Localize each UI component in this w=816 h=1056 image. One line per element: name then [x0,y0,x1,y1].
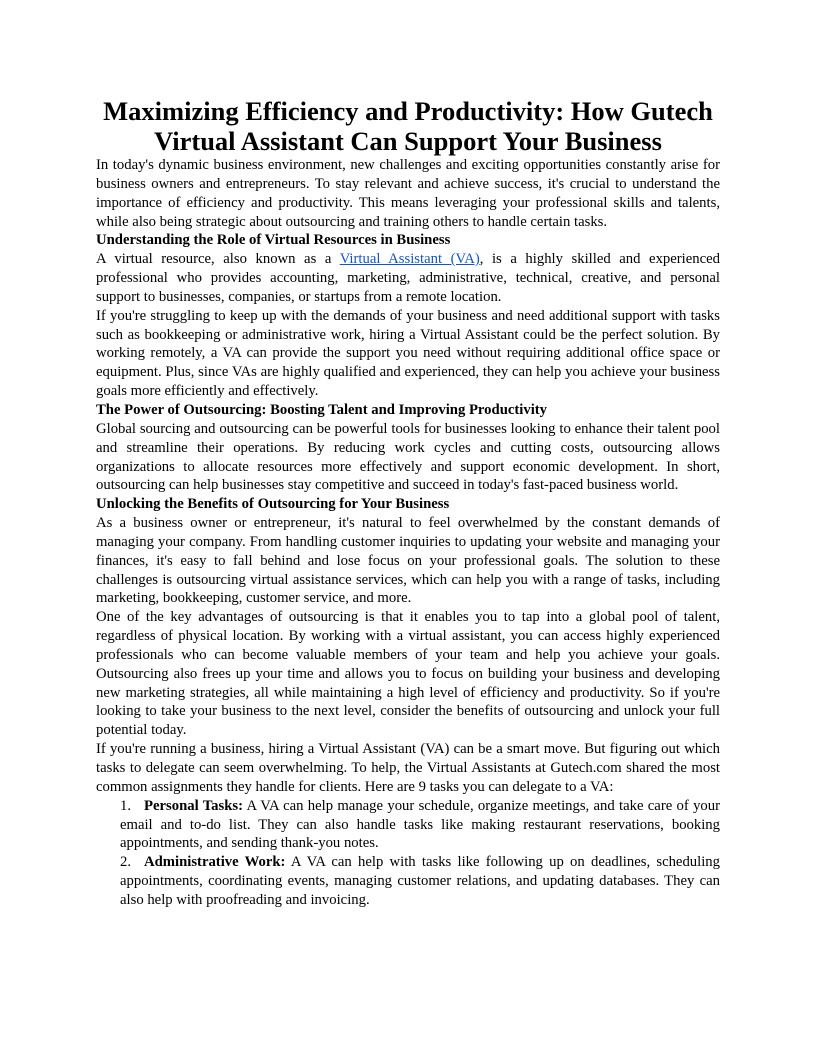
document-page [96,96,720,910]
business-owner-paragraph: As a business owner or entrepreneur, it's natural to feel overwhelmed by the constant demands of managing your company. From handling customer inquiries to updating your website and managing your finances, it's easy to fall behind and lose focus on your professional goals. The solution to these challenges is outsourcing virtual assistance services, which can help you with a range of tasks, including marketing, bookkeeping, customer service, and more. [96,515,720,607]
task-body [120,853,720,910]
global-sourcing-paragraph: Global sourcing and outsourcing can be powerful tools for businesses looking to enhance their talent pool and streamline their operations. By reducing work cycles and cutting costs, outsourcing allows organizations to allocate resources more effectively and support economic development. In short, outsourcing can help businesses stay competitive and succeed in today's fast-paced business world. [96,420,720,494]
task-body [120,797,720,854]
delegate-tasks-paragraph: If you're running a business, hiring a Virtual Assistant (VA) can be a smart move. But figuring out which tasks to delegate can seem overwhelming. To help, the Virtual Assistants at Gutech.com shared the most common assignments they handle for clients. Here are 9 tasks you can delegate to a VA: [96,741,720,795]
tasks-list [96,797,720,910]
intro-paragraph: In today's dynamic business environment, new challenges and exciting opportunities constantly arise for business owners and entrepreneurs. To stay relevant and achieve success, it's crucial to understand the importance of efficiency and productivity. This means leveraging your professional skills and talents, while also being strategic about outsourcing and training others to handle certain tasks. [96,157,720,230]
virtual-resource-paragraph [96,250,720,307]
paragraph-text: A virtual resource, also known as a [96,251,340,268]
virtual-assistant-link[interactable]: Virtual Assistant (VA) [339,251,480,268]
hiring-va-paragraph: If you're struggling to keep up with the demands of your business and need additional support with tasks such as bookkeeping or administrative work, hiring a Virtual Assistant could be the perfect solution. By working remotely, a VA can provide the support you need without requiring additional office space or equipment. Plus, since VAs are highly qualified and experienced, they can help you achieve your business goals more efficiently and effectively. [96,307,720,400]
task-number: 1. [120,797,132,814]
list-item [120,853,720,910]
section-heading-virtual-resources: Understanding the Role of Virtual Resources in Business [96,232,451,249]
section-heading-benefits-of-outsourcing: Unlocking the Benefits of Outsourcing for Your Business [96,496,450,513]
document-title: Maximizing Efficiency and Productivity: How Gutech Virtual Assistant Can Support Your Business [103,96,713,156]
list-item [120,797,720,854]
task-text: A VA can help with tasks like following up on deadlines, scheduling appointments, coordinating events, managing customer relations, and updating databases. They can also help with proofreading and invoicing. [120,854,720,908]
task-text: A VA can help manage your schedule, organize meetings, and take care of your email and to-do list. They can also handle tasks like making restaurant reservations, booking appointments, and sending thank-you notes. [120,797,720,852]
paragraph-text: , is a highly skilled and experienced professional who provides accounting, marketing, administrative, technical, creative, and personal support to businesses, companies, or startups from a remote location. [96,251,720,305]
task-label: Administrative Work: [144,854,286,871]
section-heading-power-of-outsourcing: The Power of Outsourcing: Boosting Talent and Improving Productivity [96,401,548,418]
key-advantages-paragraph: One of the key advantages of outsourcing is that it enables you to tap into a global pool of talent, regardless of physical location. By working with a virtual assistant, you can access highly experienced professionals who can become valuable members of your team and help you achieve your goals. Outsourcing also frees up your time and allows you to focus on building your business and developing new marketing strategies, all while maintaining a high level of efficiency and productivity. So if you're looking to take your business to the next level, consider the benefits of outsourcing and unlock your full potential today. [96,609,720,739]
task-number: 2. [120,854,132,871]
task-label: Personal Tasks: [144,797,243,814]
